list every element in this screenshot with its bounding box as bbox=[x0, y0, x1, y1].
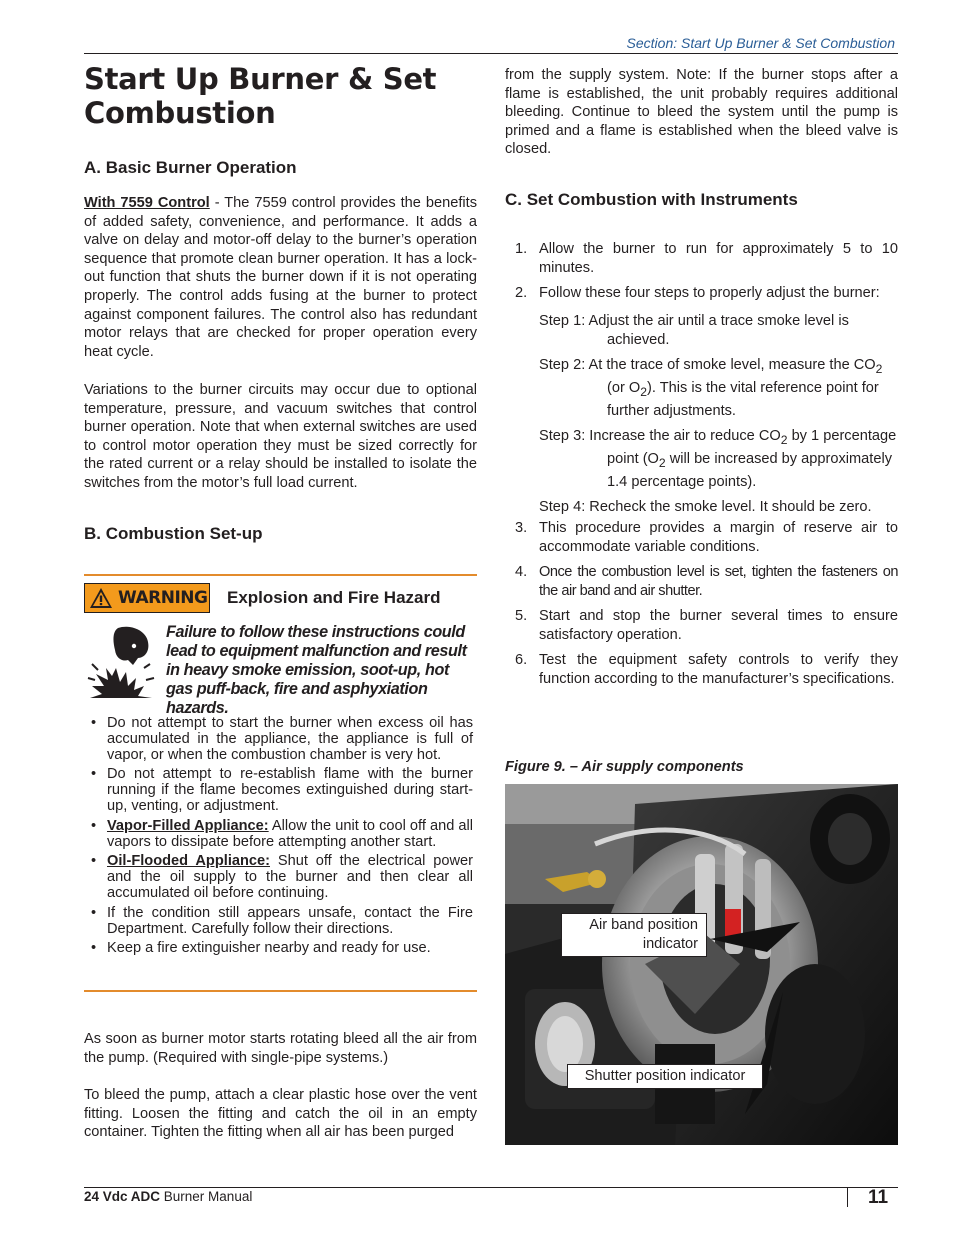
warning-label: WARNING bbox=[118, 588, 208, 608]
variations-paragraph: Variations to the burner circuits may occur due to optional temperature, pressure, and vacuum switches that control burner operation. Note that when external switches are used to control motor operation they must be sized correctly for the rated current or a relay should be installed to isolate the switches from the motor’s full load current. bbox=[84, 382, 477, 491]
page-title: Start Up Burner & Set Combustion bbox=[84, 62, 437, 130]
list-item: • Oil-Flooded Appliance: Shut off the electrical power and the oil supply to the burner and then clear all accumulated oil before continuing. bbox=[84, 854, 473, 901]
page-number: 11 bbox=[868, 1187, 889, 1208]
list-item: 4. Once the combustion level is set, tighten the fasteners on the air band and air shutter. bbox=[515, 563, 898, 599]
hazard-title: Explosion and Fire Hazard bbox=[227, 588, 441, 607]
sub-steps bbox=[505, 312, 898, 517]
list-item: 3. This procedure provides a margin of reserve air to accommodate variable conditions. bbox=[515, 519, 898, 555]
burner-photo-image bbox=[505, 784, 898, 1145]
control-text: - The 7559 control provides the benefits of added safety, convenience, and performance. It adds a valve on delay and motor-off delay to the burner’s operation sequence that promote clean burner operation. It has a lock-out function that shuts the burner down if it is not operating properly. The control adds fusing at the burner to protect against component failures. The control also has redundant motor relays that are checked for proper operation every heat cycle. bbox=[84, 195, 477, 360]
bleed-paragraph-2: To bleed the pump, attach a clear plastic hose over the vent fitting. Loosen the fitting and catch the oil in an empty container. Tighten the fitting when all air has been purged bbox=[84, 1087, 477, 1141]
warning-bottom-rule bbox=[84, 990, 477, 992]
control-label: With 7559 Control bbox=[84, 195, 210, 211]
footer-divider bbox=[847, 1187, 848, 1207]
manual-title: 24 Vdc ADC Burner Manual bbox=[84, 1189, 253, 1204]
steps-list bbox=[505, 240, 898, 303]
list-item: 6. Test the equipment safety controls to verify they function according to the manufacturer’s specifications. bbox=[515, 651, 898, 687]
control-paragraph bbox=[84, 194, 477, 361]
list-item: • Do not attempt to re-establish flame with the burner running if the flame becomes extinguished during start-up, venting, or adjustment. bbox=[84, 767, 473, 814]
hazard-text: Failure to follow these instructions could lead to equipment malfunction and result in heavy smoke emission, soot-up, hot gas puff-back, fire and asphyxiation hazards. bbox=[166, 623, 467, 717]
section-c-heading: C. Set Combustion with Instruments bbox=[505, 190, 798, 209]
steps-list-continued bbox=[505, 519, 898, 689]
list-item: 5. Start and stop the burner several times to ensure satisfactory operation. bbox=[515, 607, 898, 643]
callout-shutter: Shutter position indicator bbox=[567, 1064, 763, 1089]
bullet-label: Vapor-Filled Appliance: bbox=[107, 817, 269, 834]
sub-step-2: Step 2: At the trace of smoke level, measure the $CO_2$ (or $O_2$). This is the vital reference point for further adjustments. bbox=[539, 357, 883, 419]
sub-step-4: Step 4: Recheck the smoke level. It should be zero. bbox=[539, 498, 872, 515]
list-item: • If the condition still appears unsafe, contact the Fire Department. Carefully follow their directions. bbox=[84, 906, 473, 938]
list-item: 2. Follow these four steps to properly adjust the burner: bbox=[515, 285, 880, 301]
footer-rule bbox=[84, 1187, 898, 1188]
explosion-hazard-icon bbox=[86, 624, 156, 700]
warning-badge bbox=[84, 583, 210, 613]
section-header: Section: Start Up Burner & Set Combustion bbox=[626, 35, 895, 51]
figure-caption: Figure 9. – Air supply components bbox=[505, 759, 744, 775]
list-item: • Vapor-Filled Appliance: Allow the unit to cool off and all vapors to dissipate before attempting another start. bbox=[84, 819, 473, 851]
warning-top-rule bbox=[84, 574, 477, 576]
sub-step-1: Step 1: Adjust the air until a trace smoke level is achieved. bbox=[539, 313, 849, 348]
continued-paragraph: from the supply system. Note: If the burner stops after a flame is established, the unit probably requires additional bleeding. Continue to bleed the system until the pump is primed and a flame is established when the bleed valve is closed. bbox=[505, 67, 898, 158]
section-a-heading: A. Basic Burner Operation bbox=[84, 158, 297, 177]
burner-photo bbox=[505, 784, 898, 1145]
hazard-bullet-list bbox=[84, 716, 473, 961]
callout-air-band: Air band position indicator bbox=[561, 913, 707, 957]
section-b-heading: B. Combustion Set-up bbox=[84, 524, 263, 543]
list-item: • Keep a fire extinguisher nearby and ready for use. bbox=[84, 941, 473, 957]
list-item: 1. Allow the burner to run for approximately 5 to 10 minutes. bbox=[515, 241, 898, 276]
sub-step-3: Step 3: Increase the air to reduce $CO_2$ by 1 percentage point ($O_2$ will be increased by approximately 1.4 percentage points). bbox=[539, 427, 897, 490]
instrument-steps bbox=[505, 240, 898, 695]
list-item: • Do not attempt to start the burner when excess oil has accumulated in the appliance, the appliance is full of vapor, or when the combustion chamber is very hot. bbox=[84, 716, 473, 763]
header-rule bbox=[84, 53, 898, 54]
bullet-label: Oil-Flooded Appliance: bbox=[107, 853, 270, 870]
warning-triangle-icon bbox=[89, 587, 113, 609]
bleed-paragraph-1: As soon as burner motor starts rotating bleed all the air from the pump. (Required with single-pipe systems.) bbox=[84, 1031, 477, 1066]
